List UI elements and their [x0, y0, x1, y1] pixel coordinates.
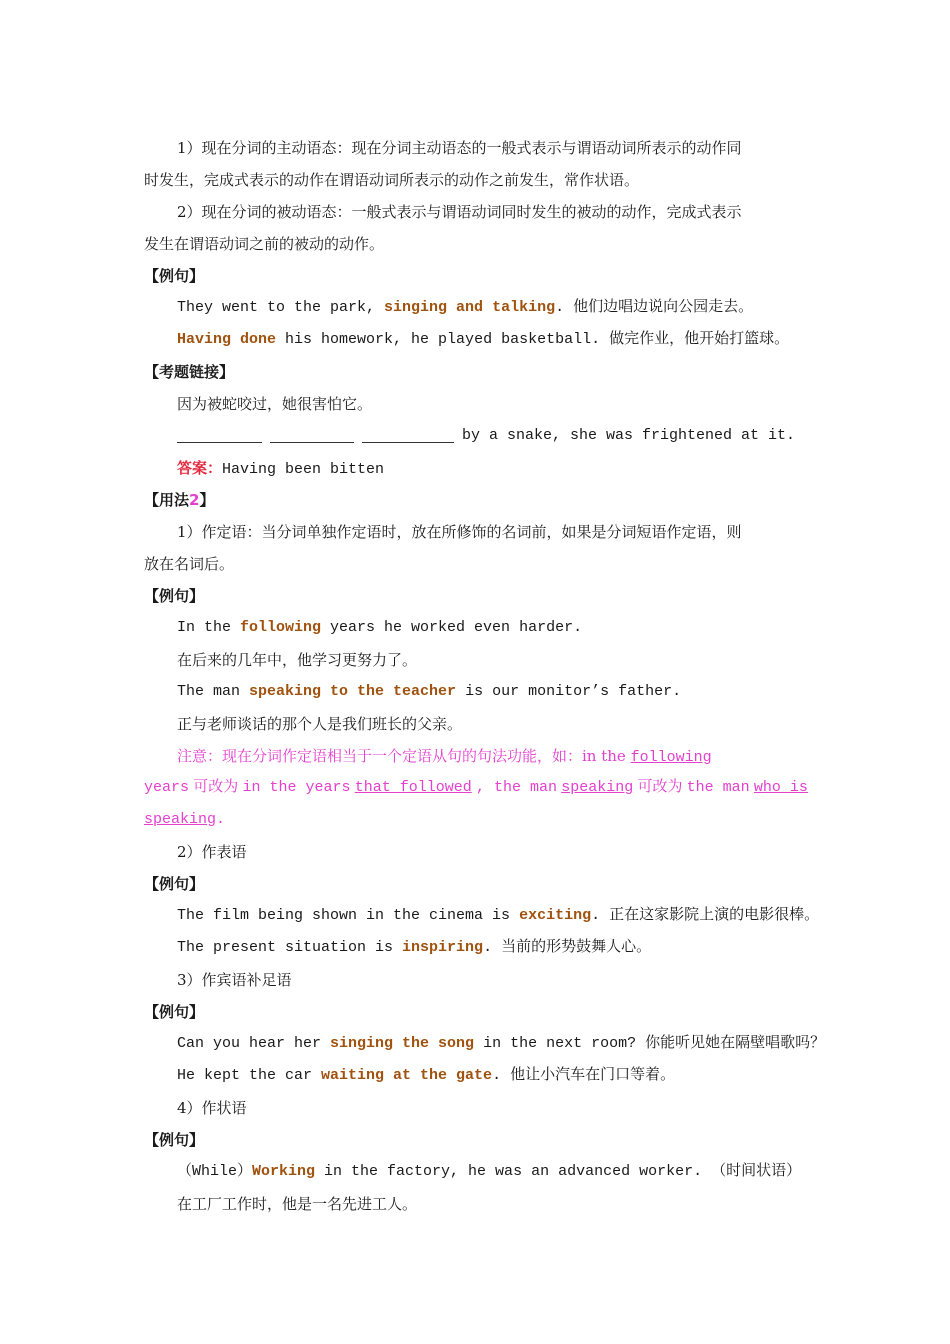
- example-text: The film being shown in the cinema is: [177, 907, 520, 924]
- example-text: years he worked even harder.: [321, 619, 583, 636]
- example-heading: 【例句】: [144, 267, 205, 285]
- example-sentence-following: [144, 612, 808, 644]
- example-text: He kept the car: [177, 1067, 322, 1084]
- answer-blank-3: [362, 420, 454, 443]
- object-complement-heading: 3）作宾语补足语: [177, 971, 292, 989]
- predicative-heading: 2）作表语: [177, 843, 247, 861]
- example-text: . 当前的形势鼓舞人心。: [483, 939, 652, 956]
- example-highlight: Having done: [177, 331, 277, 348]
- example-text: . 他让小汽车在门口等着。: [492, 1067, 676, 1084]
- example-translation-1: 在后来的几年中，他学习更努力了。: [177, 651, 418, 669]
- example-text: The man: [177, 683, 250, 700]
- example-text: in the factory, he was an advanced worker. （时间状语）: [315, 1163, 802, 1180]
- example-heading: 【例句】: [144, 1131, 205, 1149]
- example-text: Can you hear her: [177, 1035, 331, 1052]
- example-text: In the: [177, 619, 241, 636]
- note-text: .: [216, 811, 226, 828]
- note-underlined: that followed: [354, 779, 472, 796]
- note-underlined: following: [630, 749, 712, 766]
- example-text: （While）: [177, 1163, 253, 1180]
- usage-2-heading: [144, 484, 808, 516]
- note-line-3: [144, 804, 808, 836]
- example-highlight: following: [240, 619, 322, 636]
- example-heading: 【例句】: [144, 875, 205, 893]
- attributive-rule-1: 1）作定语：当分词单独作定语时，放在所修饰的名词前，如果是分词短语作定语，则: [177, 523, 742, 541]
- paragraph-active-voice-1: 1）现在分词的主动语态：现在分词主动语态的一般式表示与谓语动词所表示的动作同: [177, 139, 742, 157]
- paragraph-passive-voice-1: 2）现在分词的被动语态：一般式表示与谓语动词同时发生的被动的动作，完成式表示: [177, 203, 742, 221]
- answer-blank-2: [270, 420, 354, 443]
- example-text: . 正在这家影院上演的电影很棒。: [591, 907, 820, 924]
- example-sentence-working: [144, 1156, 808, 1188]
- example-sentence-speaking: [144, 676, 808, 708]
- example-sentence-exciting: [144, 900, 820, 932]
- paragraph-active-voice-2: 时发生，完成式表示的动作在谓语动词所表示的动作之前发生，常作状语。: [144, 171, 640, 189]
- example-highlight: speaking to the teacher: [249, 683, 457, 700]
- adverbial-heading: 4）作状语: [177, 1099, 247, 1117]
- note-underlined: speaking: [561, 779, 634, 796]
- note-text: 注意：现在分词作定语相当于一个定语从句的句法功能，如：in the: [177, 747, 631, 765]
- note-line-2: [144, 772, 808, 804]
- note-text: , the man: [475, 779, 557, 796]
- note-text: 可改为: [193, 779, 239, 796]
- note-underlined: who is: [753, 779, 808, 796]
- example-text: . 他们边唱边说向公园走去。: [555, 299, 754, 316]
- example-highlight: waiting at the gate: [321, 1067, 493, 1084]
- usage-heading-text: 【用法: [144, 491, 190, 509]
- example-heading: 【例句】: [144, 1003, 205, 1021]
- usage-heading-text: 】: [199, 491, 215, 509]
- document-page: [144, 132, 826, 1220]
- note-text: 可改为: [637, 779, 683, 796]
- example-sentence-singing: [144, 1028, 826, 1060]
- note-underlined: speaking: [144, 811, 217, 828]
- example-sentence-waiting: [144, 1060, 808, 1092]
- attributive-rule-2: 放在名词后。: [144, 555, 235, 573]
- example-highlight: singing and talking: [384, 299, 556, 316]
- example-heading: 【例句】: [144, 587, 205, 605]
- example-sentence-2: [144, 324, 808, 356]
- example-translation-2: 正与老师谈话的那个人是我们班长的父亲。: [177, 715, 463, 733]
- example-highlight: inspiring: [402, 939, 484, 956]
- answer-blank-1: [177, 420, 262, 443]
- note-text: years: [144, 779, 190, 796]
- example-highlight: Working: [252, 1163, 316, 1180]
- exam-question: 因为被蛇咬过，她很害怕它。: [177, 395, 373, 413]
- answer-line: [144, 452, 808, 484]
- example-text: his homework, he played basketball. 做完作业，他开始打篮球。: [276, 331, 790, 348]
- answer-text: Having been bitten: [222, 461, 385, 478]
- example-sentence-inspiring: [144, 932, 808, 964]
- note-text: in the years: [242, 779, 351, 796]
- example-highlight: singing the song: [330, 1035, 475, 1052]
- example-text: is our monitor’s father.: [456, 683, 682, 700]
- example-translation-working: 在工厂工作时，他是一名先进工人。: [177, 1195, 418, 1213]
- usage-heading-number: 2: [189, 491, 200, 509]
- example-sentence-1: [144, 292, 808, 324]
- exam-fill-in: [144, 420, 808, 452]
- exam-fill-text: by a snake, she was frightened at it.: [462, 427, 796, 444]
- example-text: in the next room? 你能听见她在隔壁唱歌吗？: [474, 1035, 826, 1052]
- paragraph-passive-voice-2: 发生在谓语动词之前的被动的动作。: [144, 235, 385, 253]
- exam-link-heading: 【考题链接】: [144, 363, 235, 381]
- example-text: The present situation is: [177, 939, 403, 956]
- note-line-1: [144, 740, 808, 772]
- answer-label: 答案：: [177, 459, 223, 477]
- note-text: the man: [686, 779, 750, 796]
- example-text: They went to the park,: [177, 299, 385, 316]
- example-highlight: exciting: [519, 907, 592, 924]
